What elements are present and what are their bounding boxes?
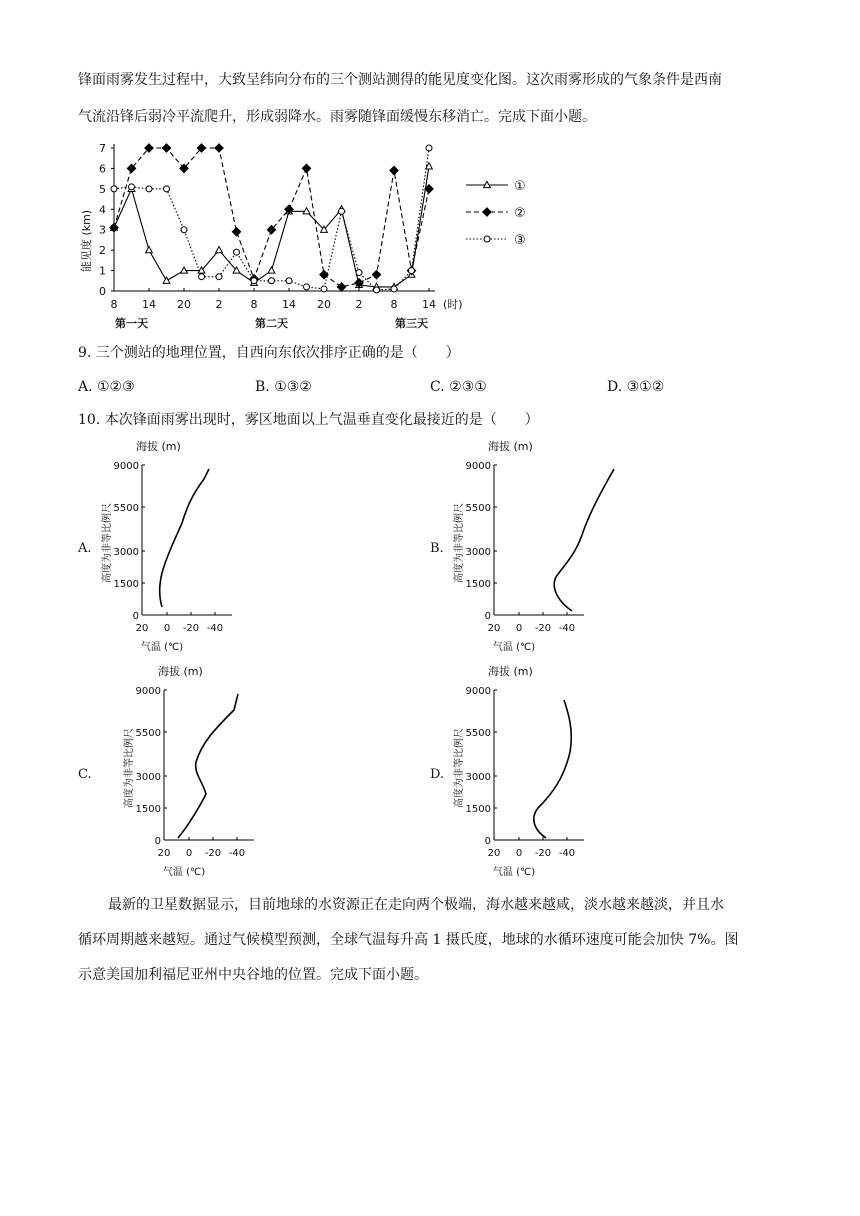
data-point-diamond (390, 166, 398, 174)
data-point-circle (251, 278, 257, 284)
graph-x-label: 气温 (℃) (492, 867, 536, 878)
temperature-profile-b (448, 437, 598, 657)
graph-x-tick-label: -40 (228, 848, 246, 859)
graph-x-tick-label: -20 (534, 623, 552, 634)
q9-option-c[interactable]: C. ②③① (430, 379, 487, 395)
data-point-circle (269, 278, 275, 284)
passage2-line-2: 循环周期越来越短。通过气候模型预测，全球气温每升高 1 摄氏度，地球的水循环速度可能会加快 7%。图 (78, 932, 739, 948)
y-tick-label: 2 (99, 244, 106, 258)
graph-y-axis-note: 高度为非等比例尺 (454, 503, 465, 583)
graph-x-tick-label: -40 (558, 848, 576, 859)
graph-y-tick-label: 3000 (113, 547, 139, 558)
graph-x-tick-label: -20 (204, 848, 222, 859)
passage2-line-3: 示意美国加利福尼亚州中央谷地的位置。完成下面小题。 (78, 967, 428, 983)
graph-y-tick-label: 0 (484, 836, 491, 847)
graph-y-tick-label: 9000 (465, 686, 491, 697)
q10-option-c[interactable]: C. (78, 767, 92, 782)
graph-y-tick-label: 9000 (135, 686, 161, 697)
data-point-diamond (483, 208, 491, 216)
graph-y-tick-label: 9000 (465, 461, 491, 472)
q10-option-a[interactable]: A. (78, 541, 92, 556)
graph-x-tick-label: 20 (487, 623, 501, 634)
temperature-profile-d (448, 662, 598, 882)
data-point-circle (339, 208, 345, 214)
data-point-circle (356, 270, 362, 276)
x-tick-label: 8 (250, 298, 258, 311)
data-point-circle (391, 286, 397, 292)
x-tick-label: 8 (110, 298, 118, 311)
y-tick-label: 0 (99, 285, 106, 298)
data-point-circle (129, 184, 135, 190)
graph-y-tick-label: 9000 (113, 461, 139, 472)
y-tick-label: 6 (99, 162, 106, 176)
graph-y-tick-label: 3000 (465, 772, 491, 783)
graph-x-tick-label: -20 (534, 848, 552, 859)
graph-x-label: 气温 (℃) (140, 642, 184, 653)
graph-x-tick-label: 20 (157, 848, 171, 859)
data-point-triangle (268, 267, 275, 273)
q9-option-b[interactable]: B. ①③② (255, 379, 312, 395)
x-tick-label: 20 (177, 298, 191, 311)
data-point-diamond (320, 270, 328, 278)
graph-x-tick-label: 0 (515, 848, 523, 859)
graph-y-tick-label: 1500 (465, 579, 491, 590)
visibility-line-chart (76, 140, 526, 335)
temperature-profile-a (96, 437, 246, 657)
graph-y-tick-label: 5500 (135, 728, 161, 739)
q9-stem: 9. 三个测站的地理位置，自西向东依次排序正确的是（ ） (78, 345, 460, 361)
day-label: 第一天 (115, 317, 148, 330)
data-point-circle (304, 284, 310, 290)
legend-label-2: ② (514, 206, 526, 221)
x-tick-label: 8 (390, 298, 398, 311)
temperature-curve (534, 700, 571, 838)
x-tick-label: 14 (282, 298, 296, 311)
graph-x-tick-label: 0 (185, 848, 193, 859)
graph-x-tick-label: 20 (487, 848, 501, 859)
y-tick-label: 1 (99, 264, 106, 278)
data-point-circle (199, 274, 205, 280)
graph-y-tick-label: 1500 (113, 579, 139, 590)
graph-y-axis-note: 高度为非等比例尺 (102, 503, 113, 583)
data-point-diamond (232, 228, 240, 236)
graph-y-tick-label: 3000 (135, 772, 161, 783)
graph-title: 海拔 (m) (136, 440, 181, 453)
data-point-circle (426, 145, 432, 151)
passage2-line-1: 最新的卫星数据显示，目前地球的水资源正在走向两个极端，海水越来越咸，淡水越来越淡，并且水 (108, 897, 724, 913)
graph-x-tick-label: 0 (163, 623, 171, 634)
x-unit-label: (时) (443, 298, 463, 311)
legend-label-1: ① (514, 179, 526, 194)
graph-y-tick-label: 3000 (465, 547, 491, 558)
y-axis-title: 能见度 (km) (80, 209, 93, 273)
data-point-triangle (216, 247, 223, 253)
temperature-curve (178, 694, 238, 838)
data-point-circle (484, 236, 490, 242)
graph-y-axis-note: 高度为非等比例尺 (124, 728, 135, 808)
graph-x-label: 气温 (℃) (492, 642, 536, 653)
q10-option-b[interactable]: B. (430, 541, 444, 556)
data-point-circle (321, 286, 327, 292)
graph-x-tick-label: 0 (515, 623, 523, 634)
q10-stem: 10. 本次锋面雨雾出现时，雾区地面以上气温垂直变化最接近的是（ ） (78, 412, 539, 428)
data-point-diamond (372, 270, 380, 278)
graph-x-tick-label: -40 (206, 623, 224, 634)
graph-y-tick-label: 5500 (465, 728, 491, 739)
x-tick-label: 14 (142, 298, 156, 311)
temperature-profile-c (118, 662, 268, 882)
intro-line-1: 锋面雨雾发生过程中，大致呈纬向分布的三个测站测得的能见度变化图。这次雨雾形成的气象条件是西南 (78, 72, 722, 88)
data-point-circle (164, 186, 170, 192)
graph-x-tick-label: -40 (558, 623, 576, 634)
data-point-diamond (302, 164, 310, 172)
data-point-triangle (163, 277, 170, 283)
data-point-circle (286, 278, 292, 284)
graph-title: 海拔 (m) (488, 440, 533, 453)
graph-title: 海拔 (m) (488, 665, 533, 678)
data-point-circle (216, 274, 222, 280)
graph-x-label: 气温 (℃) (162, 867, 206, 878)
y-tick-label: 7 (99, 142, 106, 155)
graph-y-tick-label: 0 (484, 611, 491, 622)
q10-option-d[interactable]: D. (430, 767, 445, 782)
y-tick-label: 5 (99, 182, 106, 196)
data-point-diamond (215, 144, 223, 152)
graph-y-tick-label: 5500 (113, 503, 139, 514)
intro-line-2: 气流沿锋后弱冷平流爬升，形成弱降水。雨雾随锋面缓慢东移消亡。完成下面小题。 (78, 109, 596, 125)
q9-option-d[interactable]: D. ③①② (607, 379, 665, 395)
graph-y-tick-label: 1500 (465, 804, 491, 815)
graph-y-tick-label: 1500 (135, 804, 161, 815)
data-point-circle (409, 268, 415, 274)
legend-label-3: ③ (514, 233, 526, 248)
day-label: 第三天 (395, 317, 428, 330)
data-point-diamond (162, 144, 170, 152)
y-tick-label: 3 (99, 223, 106, 237)
data-point-circle (234, 249, 240, 255)
graph-y-tick-label: 0 (154, 836, 161, 847)
graph-x-tick-label: 20 (135, 623, 149, 634)
data-point-circle (374, 287, 380, 293)
graph-x-tick-label: -20 (182, 623, 200, 634)
x-tick-label: 20 (317, 298, 331, 311)
x-tick-label: 2 (215, 298, 223, 311)
data-point-circle (111, 186, 117, 192)
data-point-triangle (146, 247, 153, 253)
data-point-circle (146, 186, 152, 192)
graph-title: 海拔 (m) (158, 665, 203, 678)
x-tick-label: 14 (422, 298, 436, 311)
day-label: 第二天 (255, 317, 288, 330)
graph-y-axis-note: 高度为非等比例尺 (454, 728, 465, 808)
graph-y-tick-label: 0 (132, 611, 139, 622)
temperature-curve (554, 469, 614, 611)
temperature-curve (160, 469, 209, 607)
graph-y-tick-label: 5500 (465, 503, 491, 514)
x-tick-label: 2 (355, 298, 363, 311)
q9-option-a[interactable]: A. ①②③ (78, 379, 135, 395)
data-point-circle (181, 227, 187, 233)
y-tick-label: 4 (99, 203, 106, 217)
data-point-diamond (337, 283, 345, 291)
